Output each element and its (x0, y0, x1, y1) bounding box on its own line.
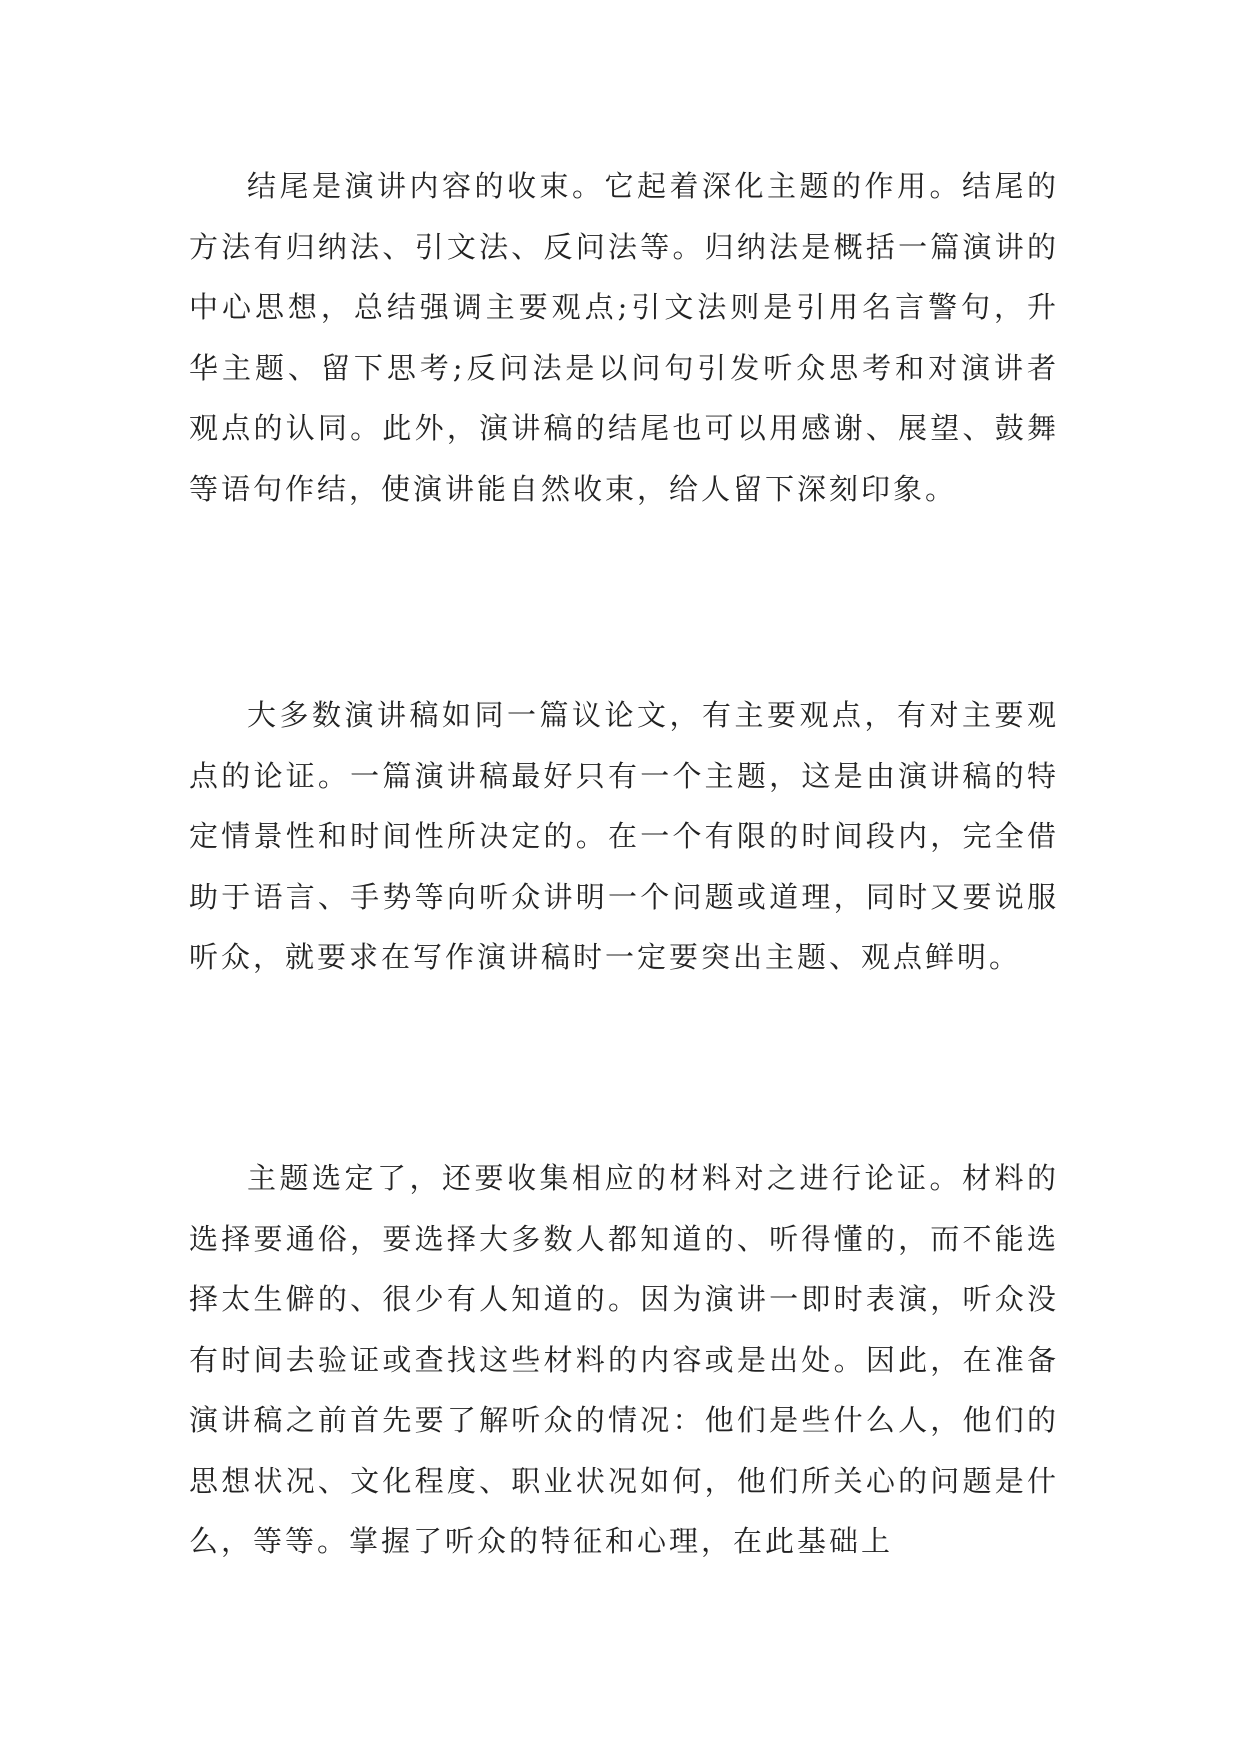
paragraph-conclusion-methods: 结尾是演讲内容的收束。它起着深化主题的作用。结尾的方法有归纳法、引文法、反问法等。归纳法是概括一篇演讲的中心思想，总结强调主要观点;引文法则是引用名言警句，升华主题、留下思考;反问法是以问句引发听众思考和对演讲者观点的认同。此外，演讲稿的结尾也可以用感谢、展望、鼓舞等语句作结，使演讲能自然收束，给人留下深刻印象。 (189, 169, 1059, 506)
paragraph-single-theme: 大多数演讲稿如同一篇议论文，有主要观点，有对主要观点的论证。一篇演讲稿最好只有一个主题，这是由演讲稿的特定情景性和时间性所决定的。在一个有限的时间段内，完全借助于语言、手势等向听众讲明一个问题或道理，同时又要说服听众，就要求在写作演讲稿时一定要突出主题、观点鲜明。 (189, 698, 1059, 974)
paragraph-material-selection: 主题选定了，还要收集相应的材料对之进行论证。材料的选择要通俗，要选择大多数人都知道的、听得懂的，而不能选择太生僻的、很少有人知道的。因为演讲一即时表演，听众没有时间去验证或查找这些材料的内容或是出处。因此，在准备演讲稿之前首先要了解听众的情况：他们是些什么人，他们的思想状况、文化程度、职业状况如何，他们所关心的问题是什么，等等。掌握了听众的特征和心理，在此基础上 (189, 1161, 1059, 1558)
